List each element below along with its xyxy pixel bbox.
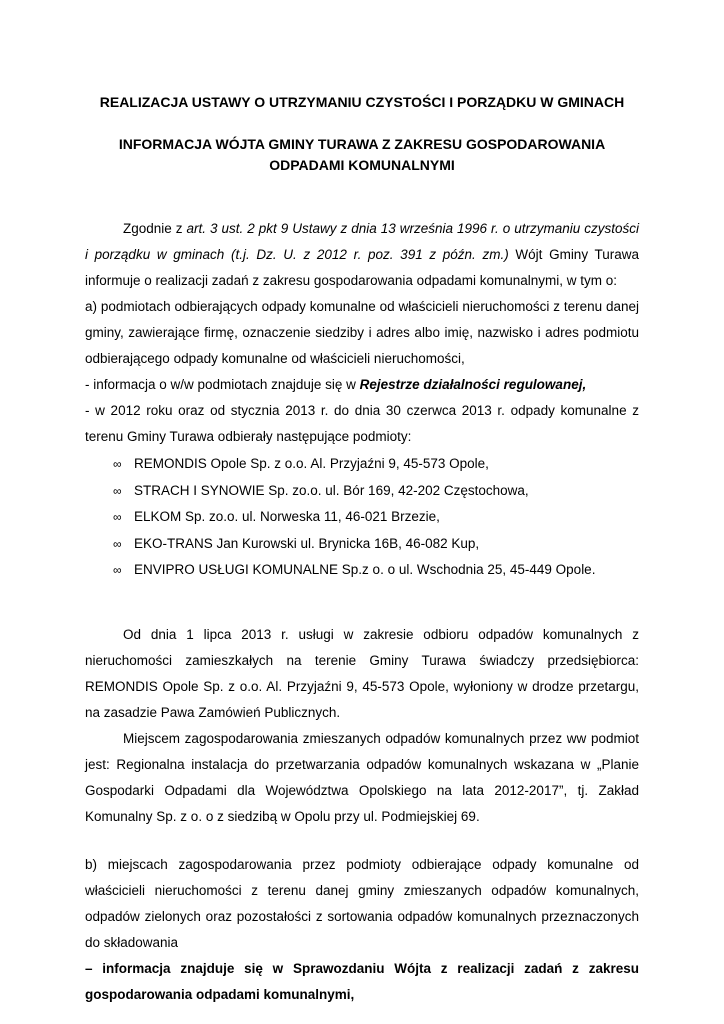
company-name: STRACH I SYNOWIE Sp. zo.o. ul. Bór 169, 42-202 Częstochowa, bbox=[134, 482, 529, 498]
infinity-bullet-icon: ∞ bbox=[113, 510, 122, 524]
document-subtitle-line1: INFORMACJA WÓJTA GMINY TURAWA Z ZAKRESU GOSPODAROWANIA bbox=[118, 136, 606, 152]
company-name: ELKOM Sp. zo.o. ul. Norweska 11, 46-021 Brzezie, bbox=[134, 509, 440, 524]
report-reference-paragraph: – informacja znajduje się w Sprawozdaniu Wójta z realizacji zadań z zakresu gospodarowania odpadami komunalnymi, bbox=[85, 960, 639, 1002]
document-subtitle-line2: ODPADAMI KOMUNALNYMI bbox=[269, 157, 455, 173]
dash-register-lead: - informacja o w/w podmiotach znajduje się w bbox=[85, 377, 360, 392]
point-a-paragraph: a) podmiotach odbierających odpady komunalne od właścicieli nieruchomości z terenu danej gminy, zawierające firmę, oznaczenie siedziby i adres albo imię, nazwisko i adres podmiotu odbierającego odpady komunalne od właścicieli nieruchomości, bbox=[85, 299, 639, 366]
company-name: REMONDIS Opole Sp. z o.o. Al. Przyjaźni 9, 45-573 Opole, bbox=[134, 456, 489, 471]
point-b-paragraph: b) miejscach zagospodarowania przez podmioty odbierające odpady komunalne od właścicieli nieruchomości z terenu danej gminy zmieszanych odpadów komunalnych, odpadów zielonych oraz pozostałości z sortowania odpadów komunalnych przeznaczonych do składowania bbox=[85, 856, 639, 950]
infinity-bullet-icon: ∞ bbox=[113, 563, 122, 577]
document-subtitle bbox=[85, 134, 639, 176]
intro-legal-reference: art. 3 ust. 2 pkt 9 Ustawy z dnia 13 września 1996 r. o utrzymaniu czystości i porządku w gminach (t.j. Dz. U. z 2012 r. poz. 391 z późn. zm.) bbox=[85, 221, 639, 262]
list-item bbox=[113, 531, 639, 558]
document-title: REALIZACJA USTAWY O UTRZYMANIU CZYSTOŚCI I PORZĄDKU W GMINACH bbox=[99, 94, 625, 110]
infinity-bullet-icon: ∞ bbox=[113, 536, 122, 551]
infinity-bullet-icon: ∞ bbox=[113, 457, 122, 471]
disposal-location-paragraph: Miejscem zagospodarowania zmieszanych odpadów komunalnych przez ww podmiot jest: Regionalna instalacja do przetwarzania odpadów komunalnych wskazana w „Planie Gospodarki Odpadami dla Województwa Opolskiego na lata 2012-2017”, tj. Zakład Komunalny Sp. z o. o z siedzibą w Opolu przy ul. Podmiejskiej 69. bbox=[85, 730, 639, 824]
dash-period-paragraph: - w 2012 roku oraz od stycznia 2013 r. do dnia 30 czerwca 2013 r. odpady komunalne z terenu Gminy Turawa odbierały następujące podmioty: bbox=[85, 403, 639, 444]
contractor-paragraph: Od dnia 1 lipca 2013 r. usługi w zakresie odbioru odpadów komunalnych z nieruchomości zamieszkałych na terenie Gminy Turawa świadczy przedsiębiorca: REMONDIS Opole Sp. z o.o. Al. Przyjaźni 9, 45-573 Opole, wyłoniony w drodze przetargu, na zasadzie Pawa Zamówień Publicznych. bbox=[85, 626, 639, 720]
intro-rest: Wójt Gminy Turawa informuje o realizacji zadań z zakresu gospodarowania odpadami komunalnymi, w tym o: bbox=[85, 247, 640, 288]
list-item bbox=[113, 478, 639, 505]
company-list bbox=[113, 451, 639, 584]
intro-paragraph bbox=[85, 216, 639, 294]
list-item bbox=[113, 451, 639, 478]
list-item bbox=[113, 557, 639, 584]
infinity-bullet-icon: ∞ bbox=[113, 483, 122, 498]
list-item bbox=[113, 504, 639, 531]
dash-register-paragraph bbox=[85, 372, 639, 398]
intro-lead: Zgodnie z bbox=[123, 221, 187, 236]
company-name: ENVIPRO USŁUGI KOMUNALNE Sp.z o. o ul. Wschodnia 25, 45-449 Opole. bbox=[134, 562, 596, 577]
register-name: Rejestrze działalności regulowanej, bbox=[359, 377, 587, 392]
company-name: EKO-TRANS Jan Kurowski ul. Brynicka 16B, 46-082 Kup, bbox=[134, 535, 480, 551]
